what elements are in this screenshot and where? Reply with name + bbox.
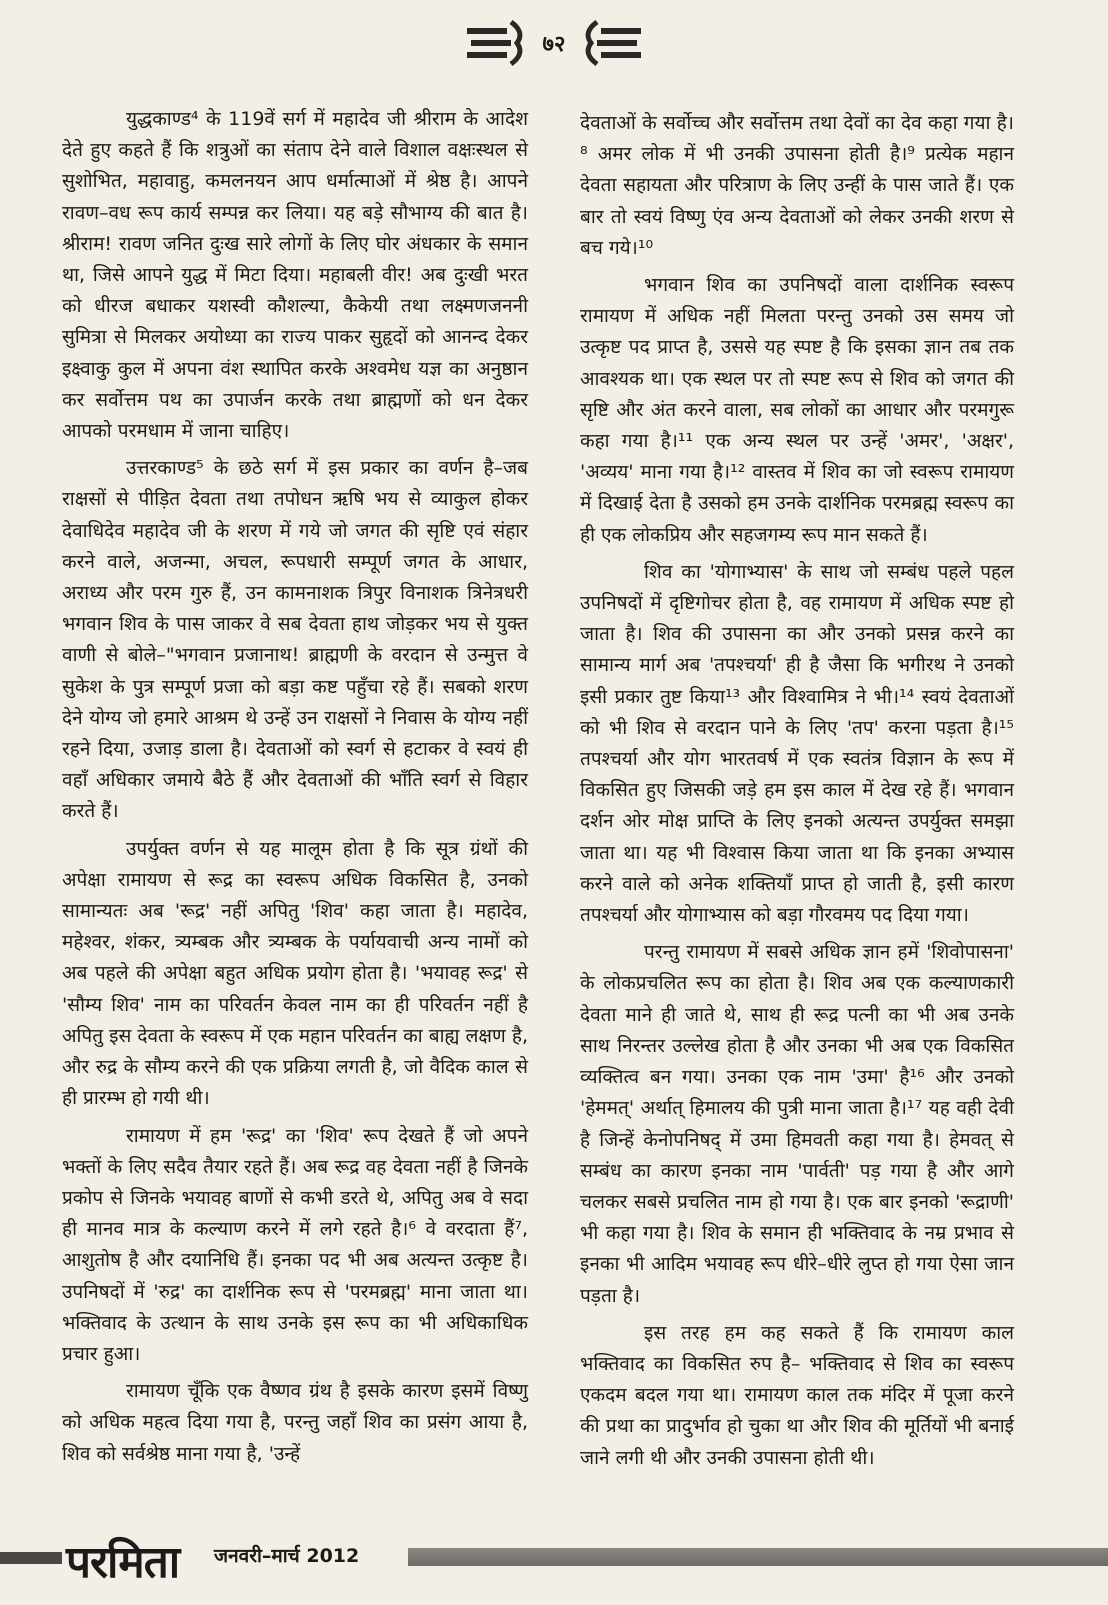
left-column	[62, 104, 528, 1476]
page-ornament	[467, 20, 642, 66]
left-paragraph-1: युद्धकाण्ड⁴ के 119वें सर्ग में महादेव जी श्रीराम के आदेश देते हुए कहते हैं कि शत्रुओं का संताप देने वाले विशाल वक्षःस्थल से सुशोभित, महावाहु, कमलनयन आप धर्मात्माओं में श्रेष्ठ है। आपने रावण–वध रूप कार्य सम्पन्न कर लिया। यह बड़े सौभाग्य की बात है। श्रीराम! रावण जनित दुःख सारे लोगों के लिए घोर अंधकार के समान था, जिसे आपने युद्ध में मिटा दिया। महाबली वीर! अब दुःखी भरत को धीरज बधाकर यशस्वी कौशल्या, कैकेयी तथा लक्ष्मणजननी सुमित्रा से मिलकर अयोध्या का राज्य पाकर सुहृदों को आनन्द देकर इक्ष्वाकु कुल में अपना वंश स्थापित करके अश्वमेध यज्ञ का अनुष्ठान कर सर्वोत्तम पथ का उपार्जन करके तथा ब्राह्मणों को धन देकर आपको परमधाम में जाना चाहिए।	[62, 108, 528, 443]
left-paragraph-5: रामायण चूँकि एक वैष्णव ग्रंथ है इसके कारण इसमें विष्णु को अधिक महत्व दिया गया है, परन्तु जहाँ शिव का प्रसंग आया है, शिव को सर्वश्रेष्ठ माना गया है, 'उन्हें	[62, 1380, 528, 1465]
right-ornament-icon	[579, 20, 641, 66]
left-ornament-icon	[467, 20, 529, 66]
issue-date: जनवरी–मार्च 2012	[214, 1545, 360, 1567]
right-paragraph-2: भगवान शिव का उपनिषदों वाला दार्शनिक स्वरूप रामायण में अधिक नहीं मिलता परन्तु उनको उस समय जो उत्कृष्ट पद प्राप्त है, उससे यह स्पष्ट है कि इसका ज्ञान तब तक आवश्यक था। एक स्थल पर तो स्पष्ट रूप से शिव को जगत की सृष्टि और अंत करने वाला, सब लोकों का आधार और परमगुरू कहा गया है।¹¹ एक अन्य स्थल पर उन्हें 'अमर', 'अक्षर', 'अव्यय' माना गया है।¹² वास्तव में शिव का जो स्वरूप रामायण में दिखाई देता है उसको हम उनके दार्शनिक परमब्रह्म स्वरूप का ही एक लोकप्रिय और सहजगम्य रूप मान सकते हैं।	[580, 274, 1014, 546]
footer-bar-right	[408, 1548, 1108, 1566]
right-paragraph-5: इस तरह हम कह सकते हैं कि रामायण काल भक्तिवाद का विकसित रुप है– भक्तिवाद से शिव का स्वरूप एकदम बदल गया था। रामायण काल तक मंदिर में पूजा करने की प्रथा का प्रादुर्भाव हो चुका था और शिव की मूर्तियों भी बनाई जाने लगी थी और उनकी उपासना होती थी।	[580, 1321, 1014, 1469]
right-column	[580, 108, 1014, 1480]
left-paragraph-4: रामायण में हम 'रूद्र' का 'शिव' रूप देखते हैं जो अपने भक्तों के लिए सदैव तैयार रहते हैं। अब रूद्र वह देवता नहीं है जिनके प्रकोप से जिनके भयावह बाणों से कभी डरते थे, अपितु अब वे सदा ही मानव मात्र के कल्याण करने में लगे रहते है।⁶ वे वरदाता हैं⁷, आशुतोष है और दयानिधि हैं। इनका पद भी अब अत्यन्त उत्कृष्ट है। उपनिषदों में 'रुद्र' का दार्शनिक रूप से 'परमब्रह्म' माना जाता था। भक्तिवाद के उत्थान के साथ उनके इस रूप का भी अधिकाधिक प्रचार हुआ।	[62, 1124, 528, 1365]
page-number: ७२	[542, 32, 566, 57]
magazine-brand: परमिता	[66, 1537, 180, 1588]
left-paragraph-2: उत्तरकाण्ड⁵ के छठे सर्ग में इस प्रकार का वर्णन है–जब राक्षसों से पीड़ित देवता तथा तपोधन ऋषि भय से व्याकुल होकर देवाधिदेव महादेव जी के शरण में गये जो जगत की सृष्टि एवं संहार करने वाले, अजन्मा, अचल, रूपधारी सम्पूर्ण जगत के आधार, अराध्य और परम गुरु हैं, उन कामनाशक त्रिपुर विनाशक त्रिनेत्रधरी भगवान शिव के पास जाकर वे सब देवता हाथ जोड़कर भय से युक्त वाणी से बोले–"भगवान प्रजानाथ! ब्राह्मणी के वरदान से उन्मुत्त वे सुकेश के पुत्र सम्पूर्ण प्रजा को बड़ा कष्ट पहुँचा रहे हैं। सबको शरण देने योग्य जो हमारे आश्रम थे उन्हें उन राक्षसों ने निवास के योग्य नहीं रहने दिया, उजाड़ डाला है। देवताओं को स्वर्ग से हटाकर वे स्वयं ही वहाँ अधिकार जमाये बैठे हैं और देवताओं की भाँति स्वर्ग से विहार करते हैं।	[62, 457, 528, 823]
left-paragraph-3: उपर्युक्त वर्णन से यह मालूम होता है कि सूत्र ग्रंथों की अपेक्षा रामायण से रूद्र का स्वरूप अधिक विकसित है, उनको सामान्यतः अब 'रूद्र' नहीं अपितु 'शिव' कहा जाता है। महादेव, महेश्वर, शंकर, त्र्यम्बक और त्र्यम्बक के पर्यायवाची अन्य नामों को अब पहले की अपेक्षा बहुत अधिक प्रयोग होता है। 'भयावह रूद्र' से 'सौम्य शिव' नाम का परिवर्तन केवल नाम का ही परिवर्तन नहीं है अपितु इस देवता के स्वरूप में एक महान परिवर्तन का बाह्य लक्षण है, और रुद्र के सौम्य करने की एक प्रक्रिया लगती है, जो वैदिक काल से ही प्रारम्भ हो गयी थी।	[62, 837, 528, 1110]
page-header	[0, 18, 1108, 68]
right-paragraph-4: परन्तु रामायण में सबसे अधिक ज्ञान हमें 'शिवोपासना' के लोकप्रचलित रूप का होता है। शिव अब एक कल्याणकारी देवता माने ही जाते थे, साथ ही रूद्र पत्नी का भी अब उनके साथ निरन्तर उल्लेख होता है और उनका भी अब एक विकसित व्यक्तित्व बन गया। उनका एक नाम 'उमा' है¹⁶ और उनको 'हेममत्' अर्थात् हिमालय की पुत्री माना जाता है।¹⁷ यह वही देवी है जिन्हें केनोपनिषद् में उमा हिमवती कहा गया है। हेमवत् से सम्बंध का कारण इनका नाम 'पार्वती' पड़ गया है और आगे चलकर सबसे प्रचलित नाम हो गया है। एक बार इनको 'रूद्राणी' भी कहा गया है। शिव के समान ही भक्तिवाद के नम्र प्रभाव से इनका भी आदिम भयावह रूप धीरे–धीरे लुप्त हो गया ऐसा जान पड़ता है।	[580, 941, 1014, 1307]
right-paragraph-3: शिव का 'योगाभ्यास' के साथ जो सम्बंध पहले पहल उपनिषदों में दृष्टिगोचर होता है, वह रामायण में अधिक स्पष्ट हो जाता है। शिव की उपासना का और उनको प्रसन्न करने का सामान्य मार्ग अब 'तपश्चर्या' ही है जैसा कि भगीरथ ने उनको इसी प्रकार तुष्ट किया¹³ और विश्वामित्र ने भी।¹⁴ स्वयं देवताओं को भी शिव से वरदान पाने के लिए 'तप' करना पड़ता है।¹⁵ तपश्चर्या और योग भारतवर्ष में एक स्वतंत्र विज्ञान के रूप में विकसित हुए जिसकी जड़े हम इस काल में देख रहे हैं। भगवान दर्शन ओर मोक्ष प्राप्ति के लिए इनको अत्यन्त उपर्युक्त समझा जाता था। यह भी विश्वास किया जाता था कि इनका अभ्यास करने वाले को अनेक शक्तियाँ प्राप्त हो जाती है, इसी कारण तपश्चर्या और योगाभ्यास को बड़ा गौरवमय पद दिया गया।	[580, 560, 1014, 927]
footer-bar-left	[0, 1552, 62, 1564]
page-footer	[0, 1528, 1108, 1588]
right-paragraph-1: देवताओं के सर्वोच्च और सर्वोत्तम तथा देवों का देव कहा गया है।⁸ अमर लोक में भी उनकी उपासना होती है।⁹ प्रत्येक महान देवता सहायता और परित्राण के लिए उन्हीं के पास जाते हैं। एक बार तो स्वयं विष्णु एंव अन्य देवताओं को लेकर उनकी शरण से बच गये।¹⁰	[580, 112, 1014, 259]
